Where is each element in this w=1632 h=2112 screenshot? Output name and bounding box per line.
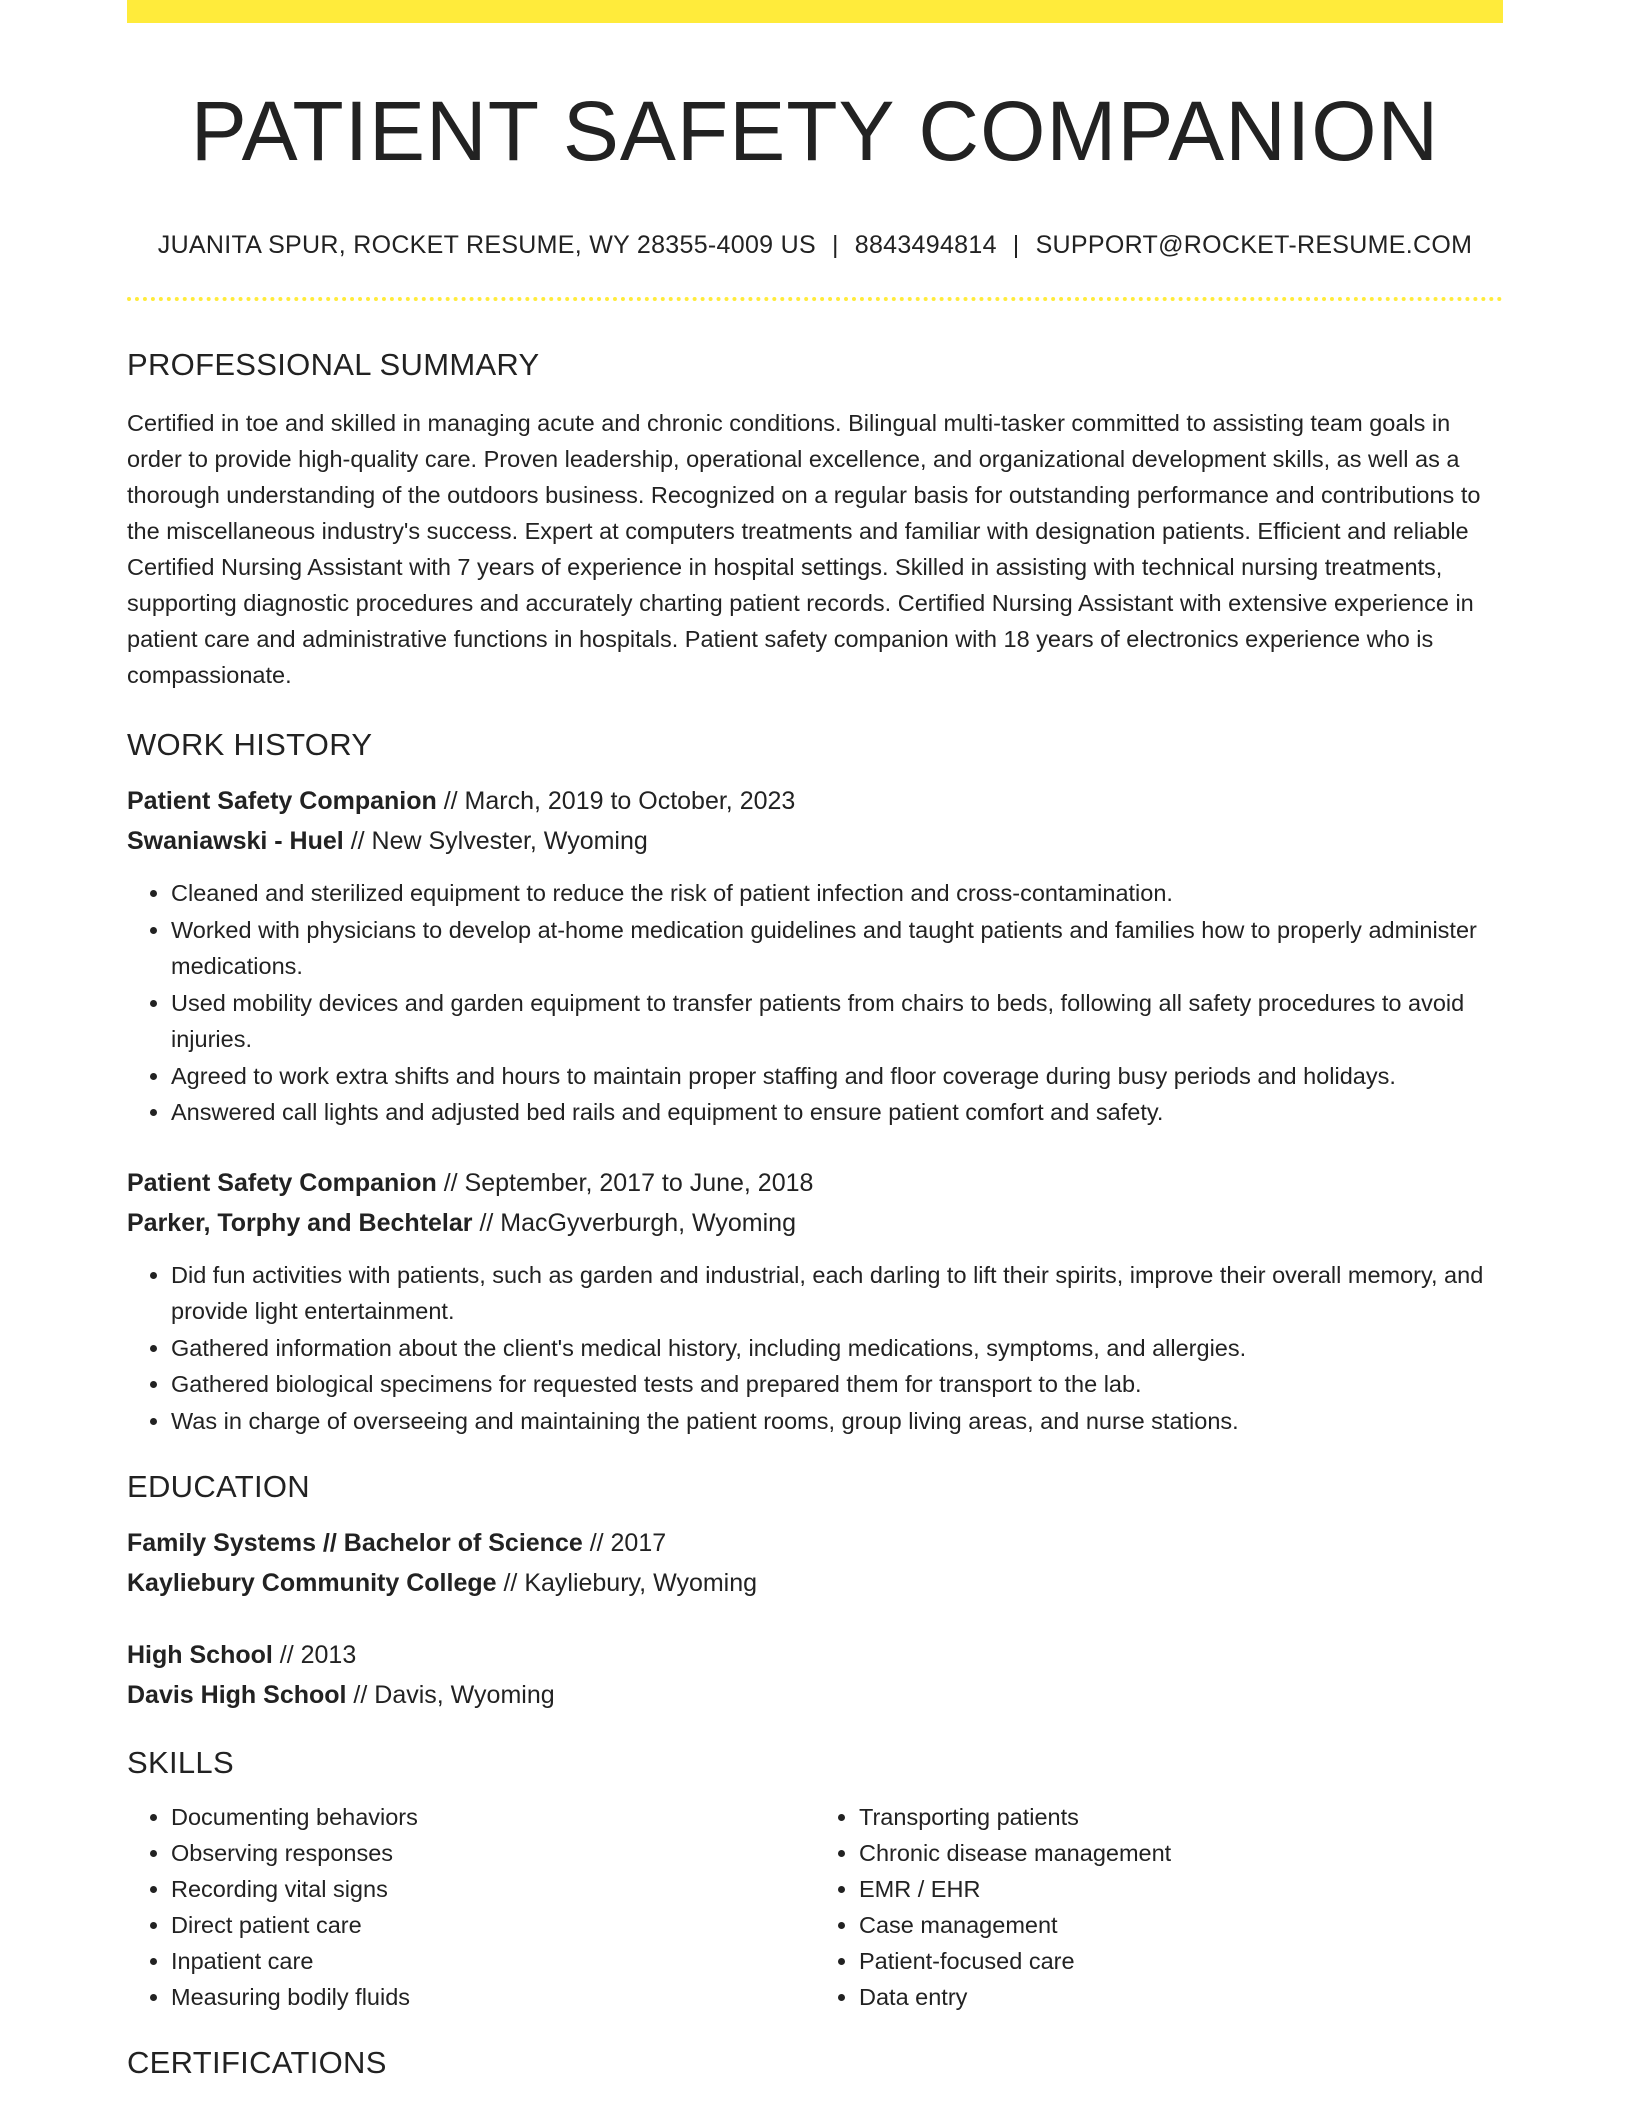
- job-location: // MacGyverburgh, Wyoming: [472, 1208, 796, 1237]
- education-entry: [127, 1635, 1503, 1715]
- education-year: // 2013: [272, 1641, 357, 1670]
- section-title-education: EDUCATION: [127, 1469, 310, 1505]
- list-item: • Gathered information about the client's medical history, including medications, symptoms, and allergies.: [171, 1330, 1503, 1367]
- education-location: // Davis, Wyoming: [346, 1681, 555, 1710]
- education-school: Davis High School: [127, 1681, 347, 1710]
- job-company-line: [127, 821, 1503, 861]
- skills-list-left: [127, 1799, 815, 2015]
- list-item: • Cleaned and sterilized equipment to reduce the risk of patient infection and cross-contamination.: [171, 875, 1503, 912]
- list-item: • Inpatient care: [171, 1943, 815, 1979]
- job-company-line: [127, 1203, 1503, 1243]
- list-item: • Did fun activities with patients, such as garden and industrial, each darling to lift their spirits, improve their overall memory, and provide light entertainment.: [171, 1257, 1503, 1330]
- section-title-certifications: CERTIFICATIONS: [127, 2045, 387, 2081]
- resume-title: PATIENT SAFETY COMPANION: [190, 84, 1440, 178]
- list-item: • Measuring bodily fluids: [171, 1979, 815, 2015]
- education-year: // 2017: [582, 1529, 667, 1558]
- contact-address: JUANITA SPUR, ROCKET RESUME, WY 28355-4009 US: [157, 231, 816, 260]
- accent-top-bar: [127, 0, 1503, 23]
- list-item: • Used mobility devices and garden equipment to transfer patients from chairs to beds, following all safety procedures to avoid injuries.: [171, 985, 1503, 1058]
- education-school-line: [127, 1563, 1503, 1603]
- list-item: • Was in charge of overseeing and maintaining the patient rooms, group living areas, and nurse stations.: [171, 1403, 1503, 1440]
- education-school: Kayliebury Community College: [127, 1569, 497, 1598]
- section-title-skills: SKILLS: [127, 1745, 234, 1781]
- list-item: • Agreed to work extra shifts and hours to maintain proper staffing and floor coverage during busy periods and holidays.: [171, 1058, 1503, 1095]
- education-location: // Kayliebury, Wyoming: [496, 1569, 758, 1598]
- job-role-line: [127, 781, 1503, 821]
- resume-page: [127, 0, 1503, 2081]
- job-company: Parker, Torphy and Bechtelar: [127, 1208, 473, 1237]
- contact-separator: |: [1012, 231, 1020, 260]
- section-title-summary: PROFESSIONAL SUMMARY: [127, 347, 540, 383]
- education-school-line: [127, 1675, 1503, 1715]
- job-role: Patient Safety Companion: [127, 787, 437, 816]
- list-item: • Documenting behaviors: [171, 1799, 815, 1835]
- education-degree-line: [127, 1523, 1503, 1563]
- list-item: • Gathered biological specimens for requested tests and prepared them for transport to the lab.: [171, 1366, 1503, 1403]
- job-company: Swaniawski - Huel: [127, 827, 344, 856]
- dotted-divider: [127, 297, 1503, 301]
- job-dates: // September, 2017 to June, 2018: [436, 1168, 814, 1197]
- contact-line: [127, 231, 1503, 260]
- list-item: • Recording vital signs: [171, 1871, 815, 1907]
- summary-text: Certified in toe and skilled in managing acute and chronic conditions. Bilingual multi-tasker committed to assisting team goals in order to provide high-quality care. Proven leadership, operational excellence, and organizational development skills, as well as a thorough understanding of the outdoors business. Recognized on a regular basis for outstanding performance and contributions to the miscellaneous industry's success. Expert at computers treatments and familiar with designation patients. Efficient and reliable Certified Nursing Assistant with 7 years of experience in hospital settings. Skilled in assisting with technical nursing treatments, supporting diagnostic procedures and accurately charting patient records. Certified Nursing Assistant with extensive experience in patient care and administrative functions in hospitals. Patient safety companion with 18 years of electronics experience who is compassionate.: [127, 410, 1481, 689]
- list-item: • Direct patient care: [171, 1907, 815, 1943]
- job-entry: [127, 781, 1503, 1131]
- list-item: • Observing responses: [171, 1835, 815, 1871]
- list-item: • Case management: [859, 1907, 1503, 1943]
- list-item: • Worked with physicians to develop at-home medication guidelines and taught patients and families how to properly administer medications.: [171, 912, 1503, 985]
- job-bullets: [127, 1257, 1503, 1440]
- contact-phone: 8843494814: [854, 231, 997, 260]
- list-item: • EMR / EHR: [859, 1871, 1503, 1907]
- job-role-line: [127, 1163, 1503, 1203]
- job-role: Patient Safety Companion: [127, 1168, 437, 1197]
- education-degree: High School: [127, 1641, 273, 1670]
- list-item: • Answered call lights and adjusted bed rails and equipment to ensure patient comfort and safety.: [171, 1094, 1503, 1131]
- list-item: • Chronic disease management: [859, 1835, 1503, 1871]
- list-item: • Patient-focused care: [859, 1943, 1503, 1979]
- list-item: • Data entry: [859, 1979, 1503, 2015]
- job-dates: // March, 2019 to October, 2023: [436, 787, 796, 816]
- job-bullets: [127, 875, 1503, 1131]
- job-entry: [127, 1163, 1503, 1440]
- skills-columns: [127, 1799, 1503, 2015]
- section-title-work-history: WORK HISTORY: [127, 727, 373, 763]
- contact-email[interactable]: SUPPORT@ROCKET-RESUME.COM: [1035, 231, 1473, 260]
- skills-list-right: [815, 1799, 1503, 2015]
- job-location: // New Sylvester, Wyoming: [343, 827, 648, 856]
- list-item: • Transporting patients: [859, 1799, 1503, 1835]
- education-degree: Family Systems // Bachelor of Science: [127, 1529, 583, 1558]
- education-degree-line: [127, 1635, 1503, 1675]
- education-entry: [127, 1523, 1503, 1603]
- contact-separator: |: [831, 231, 839, 260]
